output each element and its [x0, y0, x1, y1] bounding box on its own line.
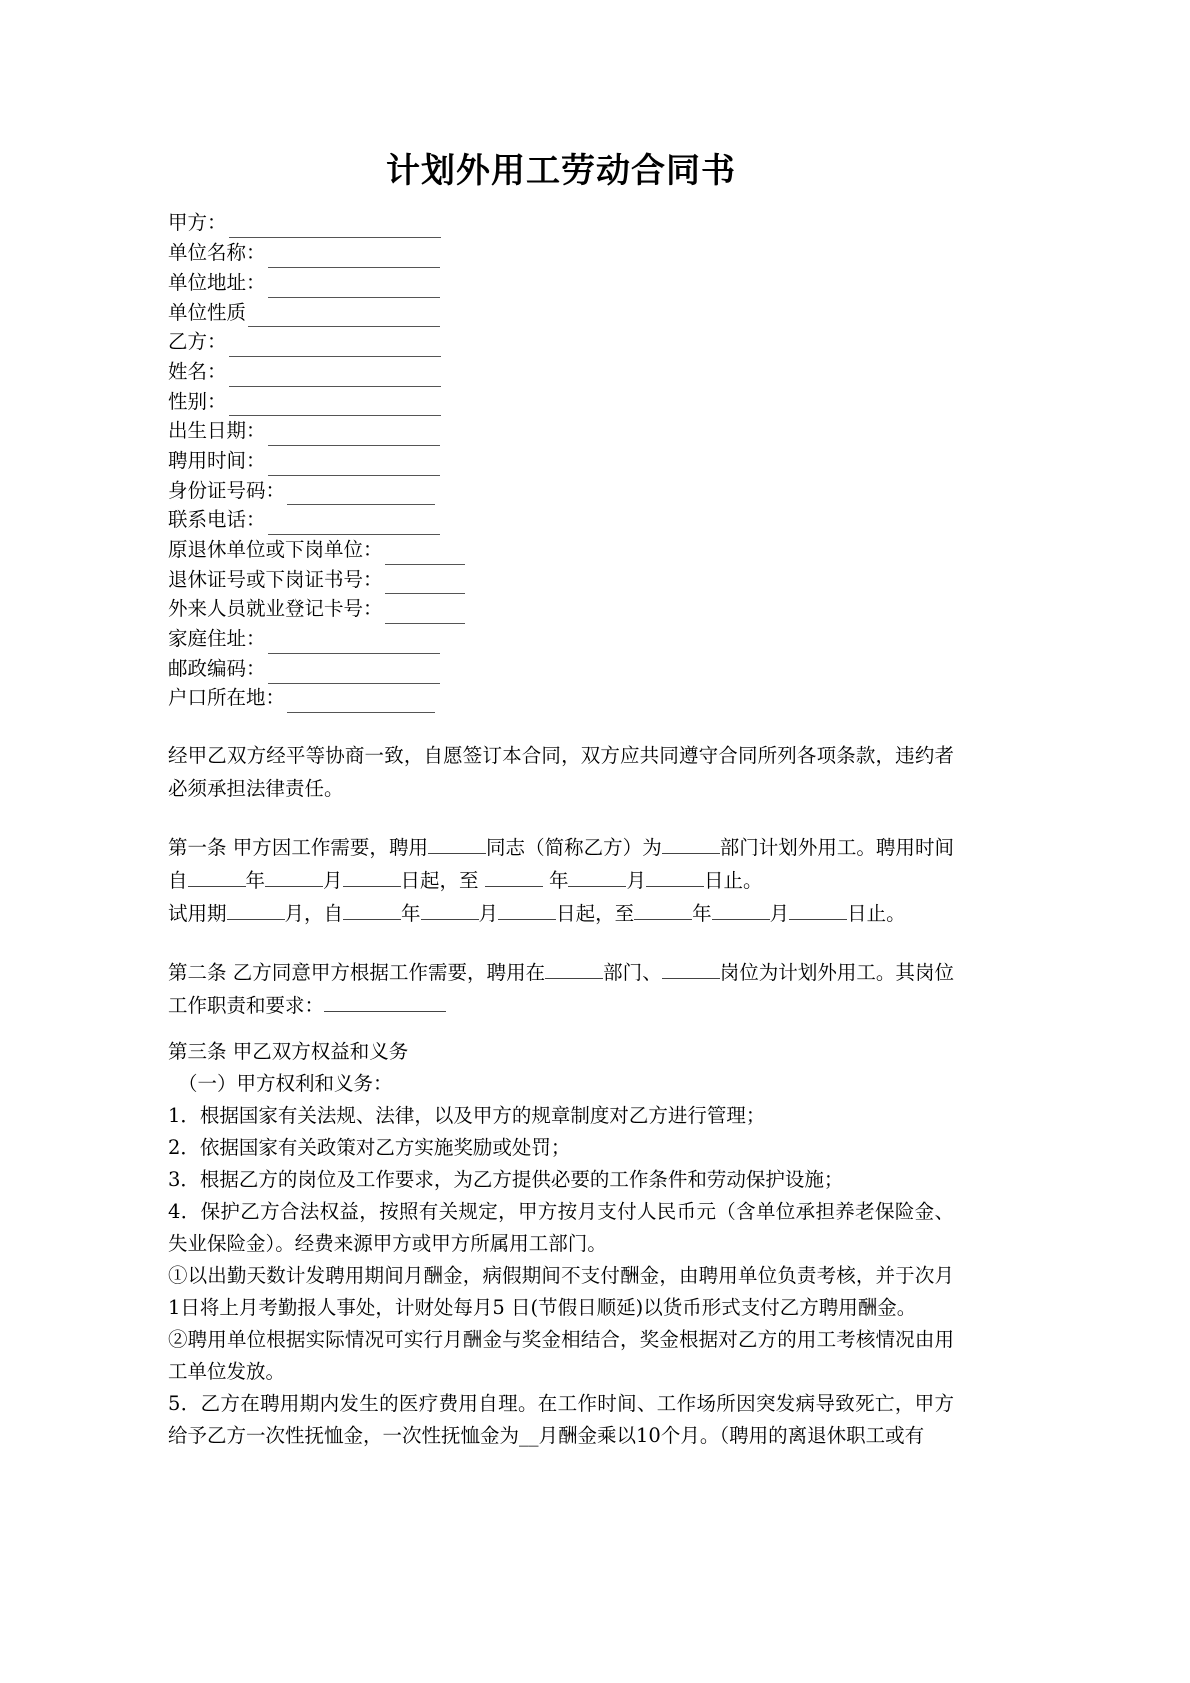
- article-one-text-b: 同志（简称乙方）为: [486, 836, 662, 860]
- field-input-rule[interactable]: [268, 633, 440, 654]
- field-input-rule[interactable]: [268, 425, 440, 446]
- article-one-text-g: 年: [542, 869, 569, 893]
- field-input-rule[interactable]: [229, 395, 441, 416]
- article-three-item: 3．根据乙方的岗位及工作要求，为乙方提供必要的工作条件和劳动保护设施；: [168, 1168, 844, 1192]
- field-label: 单位性质: [168, 300, 247, 324]
- field-input-rule[interactable]: [385, 573, 465, 594]
- article-three-item: ②聘用单位根据实际情况可实行月酬金与奖金相结合，奖金根据对乙方的用工考核情况由用工单位发放。: [168, 1328, 954, 1384]
- article-three-item: 4．保护乙方合法权益，按照有关规定，甲方按月支付人民币元（含单位承担养老保险金、失业保险金）。经费来源甲方或甲方所属用工部门。: [168, 1200, 954, 1256]
- field-input-rule[interactable]: [229, 366, 441, 387]
- preamble-paragraph: 经甲乙双方经平等协商一致，自愿签订本合同，双方应共同遵守合同所列各项条款，违约者必须承担法律责任。: [168, 744, 954, 801]
- blank-post-duties[interactable]: [324, 994, 446, 1012]
- field-row: [168, 476, 954, 506]
- probation-text-d: 月: [478, 902, 499, 926]
- field-input-rule[interactable]: [229, 217, 441, 238]
- field-input-rule[interactable]: [268, 514, 440, 535]
- article-one-text-a: 第一条 甲方因工作需要，聘用: [168, 836, 428, 860]
- field-input-rule[interactable]: [268, 663, 440, 684]
- field-row: [168, 209, 954, 239]
- field-row: [168, 387, 954, 417]
- spacer: [168, 713, 954, 739]
- field-input-rule[interactable]: [268, 247, 440, 268]
- field-label: 乙方：: [168, 330, 227, 354]
- field-row: [168, 624, 954, 654]
- spacer: [168, 930, 954, 956]
- article-one-paragraph: [168, 831, 954, 897]
- field-row: [168, 565, 954, 595]
- field-label: 甲方：: [168, 211, 227, 235]
- field-label: 出生日期：: [168, 419, 266, 443]
- probation-text-b: 月，自: [284, 902, 344, 926]
- field-row: [168, 416, 954, 446]
- probation-text-c: 年: [401, 902, 421, 926]
- field-row: [168, 505, 954, 535]
- field-label: 单位地址：: [168, 270, 266, 294]
- field-label: 外来人员就业登记卡号：: [168, 597, 383, 621]
- field-row: [168, 594, 954, 624]
- article-two-text-b: 部门、: [603, 961, 662, 985]
- article-three-heading: 第三条 甲乙双方权益和义务: [168, 1040, 409, 1064]
- field-label: 联系电话：: [168, 508, 266, 532]
- article-three-subheading: （一）甲方权利和义务：: [178, 1072, 393, 1096]
- article-two-text-a: 第二条 乙方同意甲方根据工作需要，聘用在: [168, 961, 546, 985]
- blank-probation-start-year[interactable]: [343, 902, 401, 920]
- document-content: [168, 0, 954, 1452]
- blank-start-day[interactable]: [343, 869, 401, 887]
- blank-probation-months[interactable]: [227, 902, 285, 920]
- page-title: 计划外用工劳动合同书: [386, 151, 736, 191]
- article-two-text-c: 岗位为计划外用工。其岗位工作职责和要求：: [168, 961, 954, 1018]
- field-label: 身份证号码：: [168, 478, 286, 502]
- probation-text-e: 日起，至: [556, 902, 635, 926]
- blank-probation-start-month[interactable]: [421, 902, 479, 920]
- blank-assigned-post[interactable]: [662, 961, 720, 979]
- field-row: [168, 654, 954, 684]
- article-one-text-f: 日起，至: [400, 869, 485, 893]
- blank-probation-end-month[interactable]: [712, 902, 770, 920]
- blank-end-year[interactable]: [485, 869, 543, 887]
- field-row: [168, 327, 954, 357]
- field-row: [168, 238, 954, 268]
- field-input-rule[interactable]: [385, 544, 465, 565]
- field-row: [168, 684, 954, 714]
- article-three-item-list: [168, 1100, 954, 1452]
- blank-department[interactable]: [662, 836, 720, 854]
- field-label: 姓名：: [168, 359, 227, 383]
- blank-probation-end-day[interactable]: [789, 902, 847, 920]
- field-label: 家庭住址：: [168, 627, 266, 651]
- article-two-paragraph: [168, 956, 954, 1022]
- field-label: 聘用时间：: [168, 448, 266, 472]
- field-row: [168, 357, 954, 387]
- article-one-text-i: 日止。: [703, 869, 763, 893]
- field-label: 原退休单位或下岗单位：: [168, 538, 383, 562]
- field-row: [168, 535, 954, 565]
- party-information-fields: [168, 193, 954, 714]
- probation-text-f: 年: [692, 902, 712, 926]
- field-label: 退休证号或下岗证书号：: [168, 567, 383, 591]
- field-label: 邮政编码：: [168, 656, 266, 680]
- field-input-rule[interactable]: [268, 455, 440, 476]
- field-label: 单位名称：: [168, 241, 266, 265]
- field-label: 性别：: [168, 389, 227, 413]
- article-one-text-c: 部门计划外用工。聘用时间自: [168, 836, 954, 893]
- article-one-probation-paragraph: [168, 897, 954, 930]
- field-row: [168, 268, 954, 298]
- blank-employee-name[interactable]: [428, 836, 486, 854]
- blank-end-month[interactable]: [568, 869, 626, 887]
- probation-text-a: 试用期: [168, 902, 227, 926]
- article-one-text-h: 月: [626, 869, 646, 893]
- article-three-item: 5．乙方在聘用期内发生的医疗费用自理。在工作时间、工作场所因突发病导致死亡，甲方给予乙方一次性抚恤金，一次性抚恤金为__月酬金乘以10个月。（聘用的离退休职工或有: [168, 1392, 954, 1448]
- blank-start-month[interactable]: [265, 869, 323, 887]
- field-row: [168, 446, 954, 476]
- blank-start-year[interactable]: [188, 869, 246, 887]
- article-one-text-d: 年: [245, 869, 266, 893]
- field-label: 户口所在地：: [168, 686, 286, 710]
- field-input-rule[interactable]: [229, 336, 441, 357]
- field-input-rule[interactable]: [287, 692, 435, 713]
- spacer: [168, 805, 954, 831]
- article-three-item: 1．根据国家有关法规、法律，以及甲方的规章制度对乙方进行管理；: [168, 1104, 766, 1128]
- article-three-item: 2．依据国家有关政策对乙方实施奖励或处罚；: [168, 1136, 571, 1160]
- field-input-rule[interactable]: [385, 603, 465, 624]
- field-input-rule[interactable]: [287, 484, 435, 505]
- field-input-rule[interactable]: [268, 277, 440, 298]
- blank-probation-end-year[interactable]: [634, 902, 692, 920]
- field-input-rule[interactable]: [248, 306, 440, 327]
- blank-assigned-department[interactable]: [545, 961, 603, 979]
- article-one-text-e: 月: [323, 869, 343, 893]
- probation-text-g: 月: [769, 902, 790, 926]
- article-three-item: ①以出勤天数计发聘用期间月酬金，病假期间不支付酬金，由聘用单位负责考核，并于次月1日将上月考勤报人事处，计财处每月5 日(节假日顺延)以货币形式支付乙方聘用酬金。: [168, 1264, 954, 1320]
- probation-text-h: 日止。: [847, 902, 906, 926]
- field-row: [168, 298, 954, 328]
- blank-end-day[interactable]: [646, 869, 704, 887]
- blank-probation-start-day[interactable]: [498, 902, 556, 920]
- spacer: [168, 1022, 954, 1036]
